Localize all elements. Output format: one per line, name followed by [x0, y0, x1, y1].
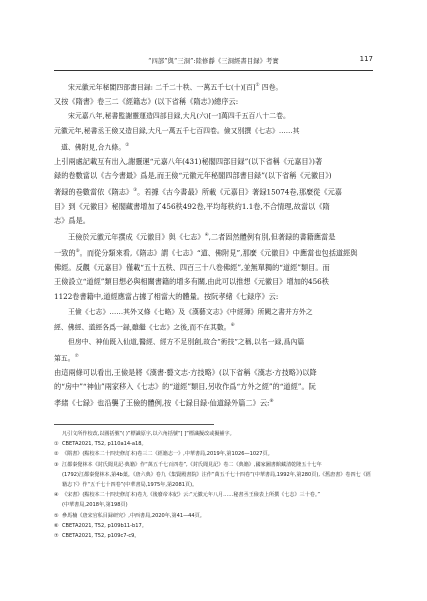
paragraph-line [54, 275, 373, 290]
footnote-mark: ③ [54, 461, 59, 468]
paragraph-line [54, 184, 373, 200]
footnote-divider [54, 424, 214, 425]
footnote-mark: ⑥ [54, 522, 59, 529]
text-run: 王儉設立“道經”類目想必與相關書籍的增多有關,由此可以推想《元徽目》增加的456秩 [54, 277, 329, 287]
paragraph-line [54, 380, 373, 395]
footnote-ref: ① [255, 83, 260, 88]
footnote-text: 參馬楠《唐宋官私目録研究》,中西書局,2020年,第41—44頁。 [62, 512, 205, 519]
paragraph-line [54, 261, 373, 276]
footnote-text: 《隋書》(點校本二十四史修訂本)卷三二《經籍志一》,中華書局,2019年,第1026—1027頁。 [62, 451, 273, 458]
footnote [54, 521, 373, 531]
paragraph-line [54, 395, 373, 411]
footnote-continuation [54, 470, 373, 490]
footnote-mark: ④ [54, 492, 59, 499]
text-run: 孝緒《七録》也沿襲了王儉的體例,按《七録目録·仙道録外篇二》云: [54, 398, 270, 408]
footnote [54, 439, 373, 449]
footnote [54, 449, 373, 459]
text-run: 録的卷數當以《古今書最》爲是,而王儉“元徽元年秘閣四部書目録”(以下省稱《元徽目》) [54, 171, 332, 181]
footnote-mark: ① [54, 441, 59, 448]
footnote-text: 凡引文所作校改,以圓括號“( )”標識原字,以六角括號“[ ]”標識擬改或擬補字。 [62, 431, 235, 437]
text-run: 又按《隋書》卷三二《經籍志》(以下省稱《隋志》)總序云: [54, 96, 239, 106]
text-run: 四卷。 [259, 83, 283, 92]
footnote [54, 531, 373, 541]
paragraph-line [54, 214, 373, 229]
footnote-ref: ⑥ [230, 323, 235, 329]
footnote-ref: ⑤ [75, 248, 80, 254]
block-quote-line [54, 305, 373, 320]
text-run: 1122卷書籍中,道經應當占據了相當大的體量。按阮孝緒《七録序》云: [54, 292, 279, 302]
footnote-text: 江都秦覺林本《封氏聞見記·典籍》作“萬五千七百四卷”,《封氏聞見記》卷二《典籍》,國家圖書館藏清乾隆五十七年 [62, 461, 322, 468]
text-run: 志》爲是。 [54, 216, 90, 226]
text-run: 王儉於元徽元年撰成《元徽目》與《七志》 [68, 232, 205, 242]
footnote-ref: ④ [204, 232, 209, 238]
footnote [54, 460, 373, 470]
text-run: 宋元徽元年秘閣四部書目録: 二千二十秩、一萬五千七(十)[百] [68, 83, 256, 92]
block-quote-line [54, 335, 373, 350]
paragraph-line [54, 290, 373, 305]
paragraph-line [54, 200, 373, 215]
paragraph-line [54, 229, 373, 245]
footnote-text: (1792)江都秦覺林本,第4b葉。《唐六典》卷九《集賢殿書院》注作“萬五千七十四卷”(中華書局,1992年,第280頁),《舊唐書》卷四七《經籍志下》作“五千七十四卷”(中華書局,1975年,第2081頁)。 [62, 471, 371, 489]
block-quote-line [54, 79, 373, 95]
footnote-mark: ⑦ [54, 533, 59, 540]
footnote-ref: ② [125, 142, 130, 148]
text-run: 第五。 [54, 354, 75, 363]
block-quote-line [54, 350, 373, 366]
footnote-text: (中華書局,2018年,第198頁) [62, 502, 128, 509]
text-run: 的“房中”“神仙”兩家移入《七志》的“道經”類目,另收作爲“方外之經”的“道經”。阮 [54, 382, 316, 392]
running-header [54, 54, 373, 71]
main-text [54, 79, 373, 411]
paragraph-line [54, 245, 373, 261]
paragraph-line [54, 366, 373, 381]
text-run: 。而從分類來看,《隋志》謂《七志》“道、佛附見”,那麼《元徽目》中應當也包括道經與 [79, 248, 358, 258]
footnote-text: CBETA2021, T52, p109c7-c9。 [62, 533, 140, 540]
footnote-ref: ⑦ [74, 353, 79, 359]
footnote-continuation [54, 500, 373, 510]
footnote-ref: ⑧ [269, 398, 274, 404]
footnote-text: CBETA2021, T52, p109b11-b17。 [62, 522, 147, 529]
text-run: 佛經。反觀《元嘉目》僅載“五十五秩、四百三十八卷佛經”,並無單獨的“道經”類目。而 [54, 262, 330, 272]
text-run: 上引兩處記載互有出入,謝靈運“元嘉八年(431)秘閣四部目録”(以下省稱《元嘉目》)著 [54, 156, 323, 166]
footnote-mark: ⑤ [54, 512, 59, 519]
page-number: 117 [359, 55, 373, 63]
text-run: 經、佛經、道經各爲一録,雖繼《七志》之後,而不在其數。 [54, 323, 231, 332]
footnote [54, 429, 373, 439]
running-title: “四部”與“三洞”:陸修靜《三洞經書目録》考實 [148, 58, 279, 65]
text-run: 。若據《古今書最》所載《元嘉目》著録15074卷,那麼從《元嘉 [137, 187, 342, 197]
footnote [54, 511, 373, 521]
text-run: 道、佛附見,合九條。 [61, 142, 126, 151]
footnote-mark: ② [54, 451, 59, 458]
footnote-text: CBETA2021, T52, p110a14-a18。 [62, 441, 147, 448]
text-run: 目》到《元徽目》秘閣藏書增加了456秩492卷,平均每秩約1.1卷,不合情理,故當以《隋 [54, 201, 330, 211]
text-run: 元徽元年,秘書丞王儉又造目録,大凡一萬五千七百四卷。儉又別撰《七志》……其 [54, 127, 300, 136]
text-run: 由這兩條可以看出,王儉是將《漢書·藝文志·方技略》(以下省稱《漢志·方技略》)以降 [54, 367, 317, 377]
block-quote-line [54, 319, 373, 335]
text-run: 但房中、神仙既入仙道,醫經、經方不足別創,故合“術技”之稱,以名一録,爲內篇 [68, 338, 305, 347]
footnote-text: 《宋書》(點校本二十四史修訂本)卷九《後廢帝本紀》云:“元徽元年八月……秘書丞王儉表上所撰《七志》三十卷。” [62, 492, 321, 499]
text-run: 著録的卷數當依《隋志》 [54, 187, 134, 197]
text-run: ,二者固然體例有別,但著録的書籍應當是 [208, 232, 336, 242]
footnotes [54, 429, 373, 541]
block-quote-line [54, 109, 373, 124]
footnote [54, 490, 373, 500]
paragraph-line [54, 155, 373, 170]
text-run: 王儉《七志》……其外又條《七略》及《漢藝文志》《中經簿》所闕之書并方外之 [68, 307, 313, 316]
block-quote-line [54, 139, 373, 155]
text-run: 一致的 [54, 248, 76, 258]
block-quote-line [54, 124, 373, 139]
paragraph-line [54, 169, 373, 184]
paragraph-line [54, 95, 373, 110]
text-run: 宋元嘉八年,秘書監謝靈運造四部目録,大凡(六)[一]萬四千五百八十二卷。 [68, 112, 290, 121]
footnote-ref: ③ [133, 187, 138, 193]
